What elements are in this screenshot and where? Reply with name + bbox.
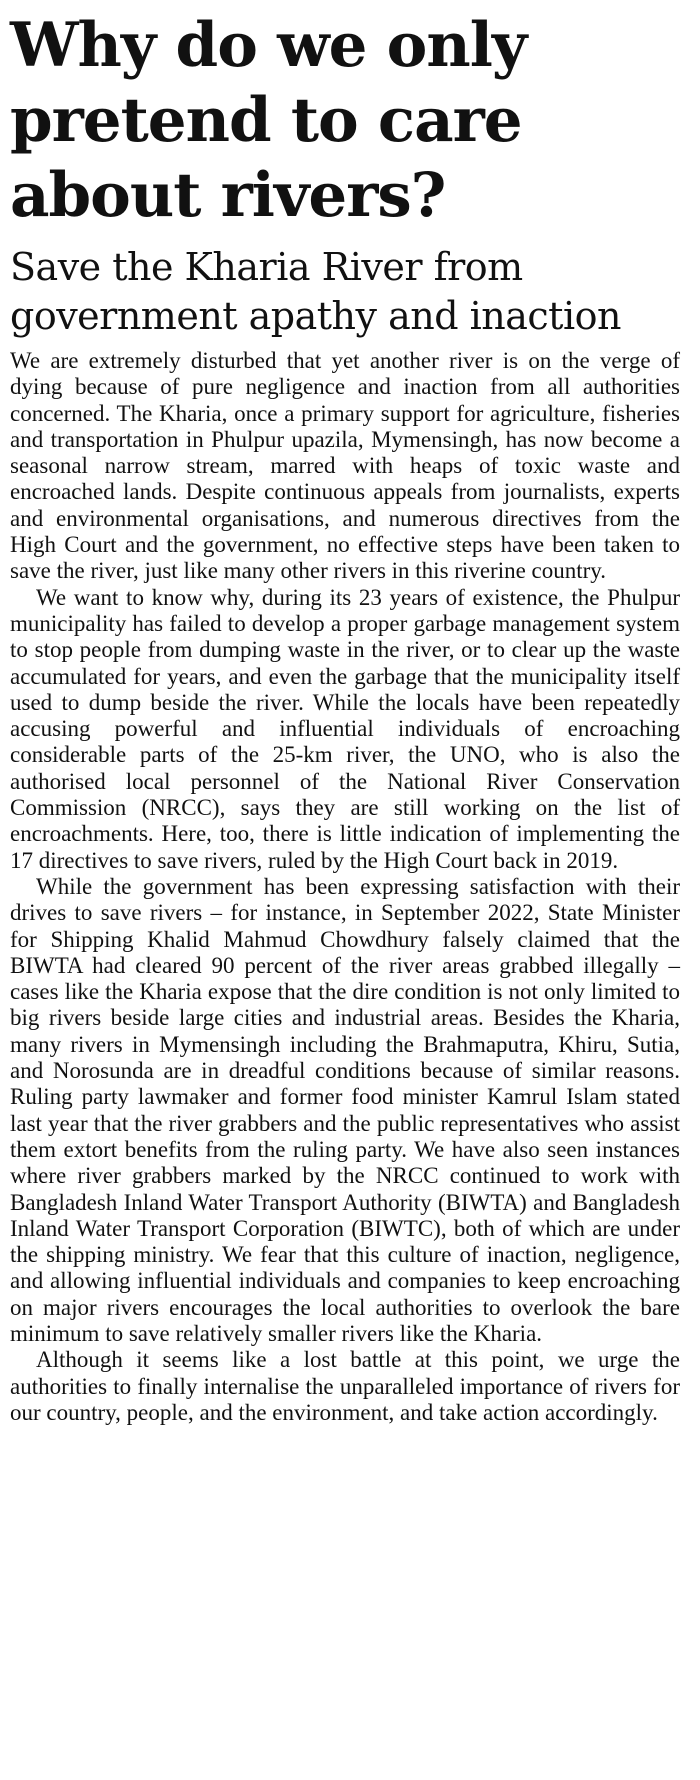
subheadline: Save the Kharia River from government apathy and inaction [10, 245, 621, 338]
paragraph-4: Although it seems like a lost battle at this point, we urge the authorities to finally internalise the unparalleled importance of rivers for our country, people, and the environment, and take action accordingly. [10, 1347, 680, 1425]
paragraph-3: While the government has been expressing satisfaction with their drives to save rivers – for instance, in September 2022, State Minister for Shipping Khalid Mahmud Chowdhury falsely claimed that the BIWTA had cleared 90 percent of the river areas grabbed illegally – cases like the Kharia expose that the dire condition is not only limited to big rivers beside large cities and industrial areas. Besides the Kharia, many rivers in Mymensingh including the Brahmaputra, Khiru, Sutia, and Norosunda are in dreadful conditions because of similar reasons. Ruling party lawmaker and former food minister Kamrul Islam stated last year that the river grabbers and the public representatives who assist them extort benefits from the ruling party. We have also seen instances where river grabbers marked by the NRCC continued to work with Bangladesh Inland Water Transport Authority (BIWTA) and Bangladesh Inland Water Transport Corporation (BIWTC), both of which are under the shipping ministry. We fear that this culture of inaction, negligence, and allowing influential individuals and companies to keep encroaching on major rivers encourages the local authorities to overlook the bare minimum to save relatively smaller rivers like the Kharia. [10, 873, 680, 1346]
paragraph-1: We are extremely disturbed that yet another river is on the verge of dying because of pure negligence and inaction from all authorities concerned. The Kharia, once a primary support for agriculture, fisheries and transportation in Phulpur upazila, Mymensingh, has now become a seasonal narrow stream, marred with heaps of toxic waste and encroached lands. Despite continuous appeals from journalists, experts and environmental organisations, and numerous directives from the High Court and the government, no effective steps have been taken to save the river, just like many other rivers in this riverine country. [10, 348, 680, 584]
editorial-article [10, 8, 680, 1426]
article-body [10, 348, 680, 1426]
paragraph-2: We want to know why, during its 23 years of existence, the Phulpur municipality has failed to develop a proper garbage management system to stop people from dumping waste in the river, or to clear up the waste accumulated for years, and even the garbage that the municipality itself used to dump beside the river. While the locals have been repeatedly accusing powerful and influential individuals of encroaching considerable parts of the 25-km river, the UNO, who is also the authorised local personnel of the National River Conservation Commission (NRCC), says they are still working on the list of encroachments. Here, too, there is little indication of implementing the 17 directives to save rivers, ruled by the High Court back in 2019. [10, 584, 680, 873]
headline: Why do we only pretend to care about rivers? [10, 10, 527, 231]
